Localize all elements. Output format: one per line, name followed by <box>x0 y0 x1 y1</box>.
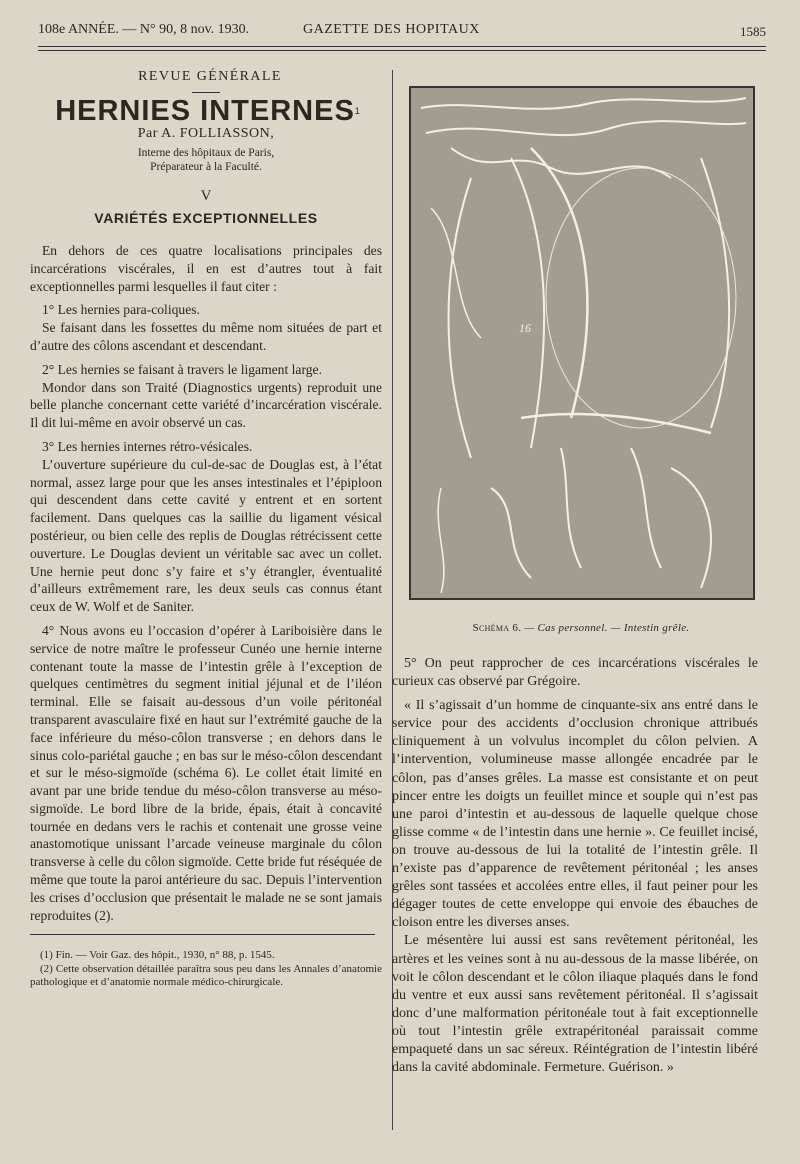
diagram-drawing <box>411 88 753 598</box>
header-rule <box>38 46 766 47</box>
paragraph: 4° Nous avons eu l’occasion d’opérer à Lariboisière dans le service de notre maître le professeur Cunéo une hernie interne contenant toute la masse de l’intestin grêle à l’exception de quelques centimètres du segment initial jéjunal et de l’iléon terminal. Elle se faisait au-dessous d’un voile péritonéal transparent avasculaire fixé en haut sur l’extrémité gauche de la face inférieure du méso-côlon transverse ; en dehors dans le sinus colo-pariétal gauche ; en bas sur le méso-côlon descendant et sur le méso-sigmoïde (schéma 6). Le collet était limité en avant par une bride tendue du méso-côlon transverse au méso-sigmoïde. Le bord libre de la bride, épais, était à concavité tournée en dedans vers le rachis et contenait une grosse veine anastomotique unissant l’arcade veineuse marginale du côlon transverse à celle du côlon sigmoïde. Cette bride fut réséquée de même que toute la paroi antérieure du sac. Depuis l’intervention les crises d’occlusion que présentait le malade ne se sont jamais reproduites (2). <box>30 622 382 923</box>
rubric-rule <box>192 92 220 93</box>
header-rule-double <box>38 50 766 51</box>
rubric: REVUE GÉNÉRALE <box>138 69 282 84</box>
page-number: 1585 <box>740 24 766 39</box>
paragraph: 5° On peut rapprocher de ces incarcérations viscérales le curieux cas observé par Grégoire. <box>392 656 758 690</box>
paragraph: Se faisant dans les fossettes du même nom situées de part et d’autre des côlons ascendant et descendant. <box>30 320 382 353</box>
affiliation-1: Interne des hôpitaux de Paris, <box>137 147 275 160</box>
article-title <box>34 94 382 127</box>
journal-name: GAZETTE DES HOPITAUX <box>303 22 480 37</box>
section-title: VARIÉTÉS EXCEPTIONNELLES <box>94 210 318 227</box>
footnote-rule <box>30 934 375 935</box>
paragraph: Mondor dans son Traité (Diagnostics urgents) reproduit une belle planche concernant cette variété d’incarcération viscérale. Il dit lui-même en avoir observé un cas. <box>30 379 382 431</box>
paragraph: En dehors de ces quatre localisations principales des incarcérations viscérales, il en est d’autres tout à fait exceptionnelles parmi lesquelles il faut citer : <box>30 242 382 294</box>
paragraph: Le mésentère lui aussi est sans revêtement péritonéal, les artères et les veines sont à nu au-dessous de la masse libérée, on voit le côlon descendant et le côlon iliaque plaqués dans le fond du ventre et eux aussi sans revêtement péritonéal. Il s’agissait donc d’une malformation péritonéale tout à fait exceptionnelle où tout l’intestin grêle extrapéritonéal paraissait comme empaqueté dans un sac séreux. Réintégration de l’intestin libéré dans la cavité abdominale. Fermeture. Guérison. » <box>392 933 758 1076</box>
caption-label: Schéma 6. <box>472 622 522 634</box>
issue-line: 108e ANNÉE. — N° 90, 8 nov. 1930. <box>38 22 250 37</box>
title-text: HERNIES INTERNES <box>55 94 355 127</box>
running-header <box>38 18 766 42</box>
footnote: (2) Cette observation détaillée paraîtra sous peu dans les Annales d’anatomie pathologique et d’anatomie normale médico-chirurgicale. <box>30 962 382 989</box>
figure-label: 16 <box>519 321 531 335</box>
affiliation-2: Préparateur à la Faculté. <box>150 161 262 174</box>
figure-caption <box>410 622 752 634</box>
caption-rest: — Cas personnel. — Intestin grêle. <box>521 622 690 634</box>
paragraph: L’ouverture supérieure du cul-de-sac de Douglas est, à l’état normal, assez large pour que les anses intestinales et l’épiploon qui descendent dans cette cavité y entrent et en sortent facilement. Dans quelques cas la saillie du ligament vésical postérieur, ou bien celle des replis de Douglas rétrécissent cette ouverture. Le Douglas devient un véritable sac avec un collet. Une hernie peut donc s’y faire et s’y étrangler, éventualité d’ailleurs extrêmement rare, les deux seuls cas connus étant ceux de W. Wolf et de Saniter. <box>30 456 382 615</box>
paragraph: « Il s’agissait d’un homme de cinquante-six ans entré dans le service pour des accidents d’occlusion chronique attribués cliniquement à un volvulus incomplet du côlon pelvien. A l’intervention, volumineuse masse allongée encadrée par le côlon, pas d’anses grêles. La masse est consistante et on peut pincer entre les doigts un feuillet mince et souple qui n’est pas une paroi d’intestin et au-dessous de laquelle quelque chose glisse comme « de l’intestin dans une hernie ». Ce feuillet incisé, on trouve au-dessous de lui la totalité de l’intestin grêle. Il n’existe pas d’apparence de revêtement péritonéal ; les anses grêles sont tassées et accolées entre elles, il faut peiner pour les dégager toutes de cette enveloppe qui envoie des ébauches de cloison entre les diverses anses. <box>392 698 758 931</box>
paragraph: 2° Les hernies se faisant à travers le ligament large. <box>42 361 322 377</box>
author: Par A. FOLLIASSON, <box>137 125 275 141</box>
title-note: 1 <box>354 105 361 116</box>
section-number: V <box>200 188 212 205</box>
right-column <box>392 655 758 1077</box>
footnote: (1) Fin. — Voir Gaz. des hôpit., 1930, n° 88, p. 1545. <box>40 949 275 962</box>
paragraph: 3° Les hernies internes rétro-vésicales. <box>42 438 253 454</box>
paragraph: 1° Les hernies para-coliques. <box>42 302 200 318</box>
left-column <box>30 62 382 990</box>
anatomical-diagram <box>409 86 755 600</box>
